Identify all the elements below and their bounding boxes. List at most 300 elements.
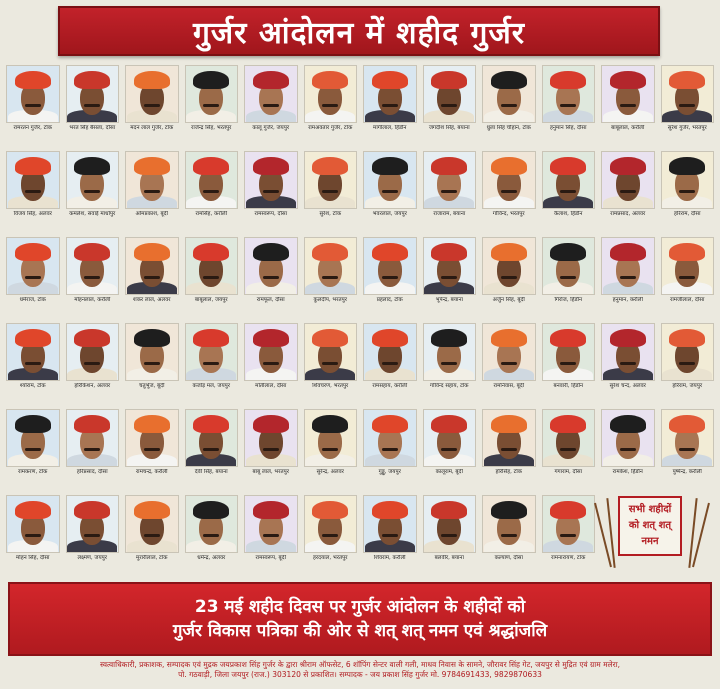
portrait-caption: मोतीलाल, दौसा (255, 383, 287, 389)
mustache-icon (322, 190, 338, 193)
portrait-caption: मदन लाल गुर्जर, टोंक (130, 125, 174, 131)
portrait-card (122, 407, 182, 493)
portrait-caption: कल्याण, दौसा (494, 555, 523, 561)
mustache-icon (144, 190, 160, 193)
portrait-caption: बाबूलाल, जयपुर (194, 297, 228, 303)
portrait-card (182, 63, 242, 149)
turban-icon (312, 501, 348, 519)
mustache-icon (501, 362, 517, 365)
turban-icon (15, 243, 51, 261)
turban-icon (372, 415, 408, 433)
mustache-icon (441, 276, 457, 279)
portrait-photo (363, 323, 417, 381)
portrait-photo (185, 65, 239, 123)
portrait-caption: सुरेश चन्द, अलवर (609, 383, 646, 389)
mustache-icon (560, 448, 576, 451)
mustache-icon (679, 362, 695, 365)
mustache-icon (441, 448, 457, 451)
portrait-caption: गोविन्द, भरतपुर (492, 211, 525, 217)
page-title: गुर्जर आंदोलन में शहीद गुर्जर (193, 15, 525, 51)
portrait-photo (185, 495, 239, 553)
turban-icon (15, 501, 51, 519)
portrait-caption: मोहन सिंह, दौसा (16, 555, 50, 561)
turban-icon (550, 71, 586, 89)
mustache-icon (322, 534, 338, 537)
turban-icon (74, 415, 110, 433)
portrait-photo (6, 65, 60, 123)
portrait-caption: बनवारी, हिंडौन (553, 383, 584, 389)
portrait-card (598, 407, 658, 493)
portrait-card (598, 63, 658, 149)
portrait-card (63, 149, 123, 235)
turban-icon (312, 157, 348, 175)
portrait-caption: भूपेन्द्र, बयाना (435, 297, 463, 303)
turban-icon (74, 71, 110, 89)
portrait-caption: कुलदीप, भरतपुर (313, 297, 348, 303)
mustache-icon (144, 534, 160, 537)
portrait-photo (304, 495, 358, 553)
portrait-card (3, 407, 63, 493)
portrait-photo (304, 409, 358, 467)
mustache-icon (84, 448, 100, 451)
mustache-icon (25, 104, 41, 107)
portrait-card (658, 407, 718, 493)
portrait-card (301, 63, 361, 149)
portrait-card (539, 235, 599, 321)
portrait-caption: हनुमान सिंह, दौसा (549, 125, 587, 131)
portrait-caption: रामचन्द्र, करौली (135, 469, 168, 475)
mustache-icon (382, 190, 398, 193)
portrait-caption: भरत सिंह बैंसला, दौसा (69, 125, 116, 131)
portrait-caption: मांगीलाल, हिंडौन (373, 125, 407, 131)
mustache-icon (263, 276, 279, 279)
mustache-icon (84, 104, 100, 107)
mustache-icon (382, 534, 398, 537)
portrait-caption: देवी सिंह, बयाना (194, 469, 228, 475)
mustache-icon (84, 362, 100, 365)
portrait-card (658, 149, 718, 235)
turban-icon (610, 71, 646, 89)
mustache-icon (263, 190, 279, 193)
portrait-caption: जगदीश सिंह, बयाना (428, 125, 470, 131)
portrait-caption: हरदयाल, भरतपुर (312, 555, 348, 561)
portrait-caption: रामसहाय, करौली (372, 383, 408, 389)
portrait-caption: गोविन्द सहाय, टोंक (429, 383, 469, 389)
portrait-caption: सुरेन्द्र, अलवर (316, 469, 344, 475)
portrait-caption: शंकर लाल, अलवर (132, 297, 171, 303)
portrait-card (122, 321, 182, 407)
portrait-photo (542, 237, 596, 295)
portrait-card (63, 63, 123, 149)
tribute-banner (8, 582, 712, 656)
portrait-caption: रामस्वरूप, दौसा (254, 211, 288, 217)
portrait-card (598, 235, 658, 321)
portrait-card (420, 493, 480, 579)
mustache-icon (679, 448, 695, 451)
portrait-card (122, 63, 182, 149)
portrait-card (420, 407, 480, 493)
portrait-caption: धर्मेन्द्र, अलवर (197, 555, 226, 561)
portrait-card (479, 149, 539, 235)
turban-icon (15, 329, 51, 347)
turban-icon (669, 415, 705, 433)
portrait-caption: चतुर्भुज, बूंदी (138, 383, 165, 389)
portrait-card (420, 321, 480, 407)
turban-icon (491, 501, 527, 519)
mustache-icon (84, 276, 100, 279)
title-banner (58, 6, 660, 56)
portrait-photo (244, 151, 298, 209)
portrait-caption: ओमप्रकाश, बूंदी (135, 211, 168, 217)
turban-icon (610, 243, 646, 261)
portrait-card (658, 321, 718, 407)
turban-icon (610, 157, 646, 175)
portrait-caption: मुरारीलाल, टोंक (136, 555, 168, 561)
portrait-photo (482, 151, 536, 209)
turban-icon (372, 71, 408, 89)
mustache-icon (620, 276, 636, 279)
portrait-caption: रामकरण, टोंक (18, 469, 48, 475)
portrait-card (539, 63, 599, 149)
turban-icon (431, 415, 467, 433)
portrait-photo (542, 151, 596, 209)
mustache-icon (203, 276, 219, 279)
mustache-icon (560, 276, 576, 279)
turban-icon (134, 329, 170, 347)
portrait-card (63, 235, 123, 321)
turban-icon (15, 71, 51, 89)
turban-icon (491, 243, 527, 261)
turban-icon (15, 157, 51, 175)
portrait-card (122, 235, 182, 321)
portrait-caption: अर्जुन सिंह, बूंदी (492, 297, 525, 303)
portrait-card (539, 407, 599, 493)
portrait-photo (125, 495, 179, 553)
portrait-card (241, 321, 301, 407)
portrait-card (241, 493, 301, 579)
portrait-caption: कालू गुर्जर, जयपुर (252, 125, 290, 131)
mustache-icon (203, 534, 219, 537)
turban-icon (550, 157, 586, 175)
turban-icon (193, 501, 229, 519)
portrait-card (182, 235, 242, 321)
turban-icon (550, 243, 586, 261)
mustache-icon (322, 104, 338, 107)
turban-icon (312, 243, 348, 261)
portrait-card (360, 63, 420, 149)
turban-icon (134, 243, 170, 261)
portrait-photo (482, 495, 536, 553)
portrait-caption: हरिसिंह, टोंक (495, 469, 523, 475)
portrait-photo (601, 65, 655, 123)
turban-icon (253, 329, 289, 347)
turban-icon (134, 415, 170, 433)
portrait-photo (363, 495, 417, 553)
turban-icon (74, 501, 110, 519)
portrait-photo (66, 65, 120, 123)
portrait-caption: बाबू लाल, भरतपुर (252, 469, 289, 475)
portrait-photo (661, 323, 715, 381)
turban-icon (372, 243, 408, 261)
mustache-icon (560, 534, 576, 537)
portrait-photo (542, 65, 596, 123)
portrait-card (182, 149, 242, 235)
portrait-caption: रामनारायण, टोंक (551, 555, 586, 561)
mustache-icon (263, 362, 279, 365)
portrait-row (3, 321, 717, 407)
portrait-card (301, 321, 361, 407)
turban-icon (491, 415, 527, 433)
portrait-caption: शिवचरण, भरतपुर (312, 383, 349, 389)
mustache-icon (441, 104, 457, 107)
portrait-photo (482, 237, 536, 295)
mustache-icon (263, 104, 279, 107)
turban-icon (253, 501, 289, 519)
portrait-card (122, 493, 182, 579)
portrait-card (539, 321, 599, 407)
portrait-card (241, 235, 301, 321)
portrait-card (301, 149, 361, 235)
portrait-photo (66, 151, 120, 209)
portrait-photo (6, 237, 60, 295)
mustache-icon (382, 362, 398, 365)
turban-icon (669, 329, 705, 347)
portrait-card (122, 149, 182, 235)
mustache-icon (501, 448, 517, 451)
portrait-caption: विजय सिंह, अलवर (13, 211, 52, 217)
portrait-card (3, 321, 63, 407)
portrait-card (301, 493, 361, 579)
portrait-caption: गुड्डू, जयपुर (378, 469, 401, 475)
tribute-line: को शत् शत् (628, 520, 672, 531)
mustache-icon (25, 362, 41, 365)
portrait-photo (66, 323, 120, 381)
portrait-photo (66, 495, 120, 553)
mustache-icon (501, 534, 517, 537)
portrait-photo (482, 65, 536, 123)
portrait-photo (304, 323, 358, 381)
mustache-icon (144, 276, 160, 279)
turban-icon (550, 329, 586, 347)
mustache-icon (25, 534, 41, 537)
portrait-card (420, 235, 480, 321)
portrait-photo (601, 151, 655, 209)
portrait-caption: शिवराम, करौली (373, 555, 406, 561)
portrait-photo (304, 237, 358, 295)
portrait-caption: कैलाश, हिंडौन (554, 211, 583, 217)
portrait-caption: हरिराम, दौसा (673, 211, 701, 217)
portrait-card (182, 321, 242, 407)
turban-icon (134, 501, 170, 519)
mustache-icon (203, 448, 219, 451)
portrait-caption: धर्मराज, टोंक (19, 297, 46, 303)
portrait-card (3, 235, 63, 321)
mustache-icon (382, 448, 398, 451)
publisher-footer (2, 660, 718, 688)
portrait-photo (363, 409, 417, 467)
portrait-row (3, 63, 717, 149)
portrait-card (598, 321, 658, 407)
mustache-icon (620, 190, 636, 193)
portrait-caption: प्रहलाद, टोंक (376, 297, 403, 303)
tribute-line: सभी शहीदों (628, 504, 672, 515)
turban-icon (74, 243, 110, 261)
portrait-card (539, 149, 599, 235)
mustache-icon (560, 190, 576, 193)
portrait-photo (244, 323, 298, 381)
portrait-photo (66, 237, 120, 295)
portrait-photo (661, 151, 715, 209)
portrait-caption: कमलेश, सवाई माधोपुर (69, 211, 116, 217)
mustache-icon (25, 190, 41, 193)
portrait-caption: रामअवतार गुर्जर, टोंक (308, 125, 353, 131)
portrait-caption: रामस्वरूप, बूंदी (255, 555, 287, 561)
portrait-card (420, 63, 480, 149)
portrait-card (360, 149, 420, 235)
portrait-card (360, 321, 420, 407)
portrait-photo (304, 65, 358, 123)
mustache-icon (144, 448, 160, 451)
turban-icon (431, 243, 467, 261)
portrait-photo (6, 495, 60, 553)
mustache-icon (679, 190, 695, 193)
portrait-caption: हनुमान, करौली (612, 297, 643, 303)
portrait-caption: लक्ष्मण, जयपुर (77, 555, 108, 561)
portrait-card (658, 235, 718, 321)
portrait-caption: रामसिंह, करौली (195, 211, 228, 217)
portrait-caption: बलवीर, बयाना (434, 555, 464, 561)
turban-icon (431, 501, 467, 519)
turban-icon (253, 157, 289, 175)
turban-icon (134, 157, 170, 175)
tribute-line: नमन (641, 536, 659, 547)
turban-icon (372, 329, 408, 347)
portrait-photo (125, 323, 179, 381)
turban-icon (491, 157, 527, 175)
portrait-card (63, 321, 123, 407)
portrait-card (241, 149, 301, 235)
mustache-icon (620, 448, 636, 451)
portrait-photo (363, 65, 417, 123)
portrait-caption: धुला सिंह चौहान, टोंक (486, 125, 531, 131)
turban-icon (312, 71, 348, 89)
mustache-icon (25, 448, 41, 451)
portrait-photo (423, 409, 477, 467)
mustache-icon (263, 534, 279, 537)
mustache-icon (560, 104, 576, 107)
mustache-icon (679, 104, 695, 107)
turban-icon (550, 415, 586, 433)
portrait-photo (125, 409, 179, 467)
portrait-photo (244, 65, 298, 123)
mustache-icon (203, 362, 219, 365)
portrait-card (3, 493, 63, 579)
portrait-caption: सुरेश गुर्जर, भरतपुर (667, 125, 707, 131)
portrait-card (479, 321, 539, 407)
mustache-icon (441, 534, 457, 537)
footer-line: स्वत्वाधिकारी, प्रकाशक, सम्पादक एवं मुद्रक जयप्रकाश सिंह गुर्जर के द्वारा श्रीराम ऑफसेट, 6 शॉपिंग सेन्टर वाली गली, माधव निवास के सामने, जौरावर सिंह गेट, जयपुर से मुद्रित एवं ग्राम मलेरा, (99, 660, 621, 669)
portrait-caption: रामफूल, दौसा (256, 297, 285, 303)
portrait-card (3, 149, 63, 235)
portrait-caption: मोहनलाल, करौली (74, 297, 111, 303)
portrait-caption: पुष्पेन्द्र, करौली (672, 469, 702, 475)
portrait-card (360, 493, 420, 579)
portrait-photo (244, 495, 298, 553)
mustache-icon (501, 276, 517, 279)
turban-icon (134, 71, 170, 89)
portrait-photo (423, 237, 477, 295)
portrait-row (3, 235, 717, 321)
portrait-photo (363, 151, 417, 209)
portrait-card (479, 235, 539, 321)
turban-icon (431, 157, 467, 175)
turban-icon (15, 415, 51, 433)
mustache-icon (322, 362, 338, 365)
turban-icon (610, 415, 646, 433)
turban-icon (193, 243, 229, 261)
turban-icon (491, 71, 527, 89)
portrait-caption: कजोड़ मल, जयपुर (192, 383, 231, 389)
mustache-icon (203, 104, 219, 107)
portrait-photo (185, 323, 239, 381)
portrait-caption: रामप्रसाद, अलवर (610, 211, 646, 217)
mustache-icon (84, 534, 100, 537)
turban-icon (193, 415, 229, 433)
portrait-card (182, 407, 242, 493)
tribute-panel (588, 488, 718, 576)
portrait-caption: रामरतन गुर्जर, टोंक (13, 125, 52, 131)
mustache-icon (203, 190, 219, 193)
portrait-caption: हरिराम, जयपुर (672, 383, 703, 389)
turban-icon (253, 71, 289, 89)
turban-icon (669, 157, 705, 175)
mustache-icon (620, 362, 636, 365)
turban-icon (610, 329, 646, 347)
portrait-card (658, 63, 718, 149)
portrait-photo (185, 151, 239, 209)
portrait-photo (244, 237, 298, 295)
turban-icon (312, 415, 348, 433)
portrait-photo (423, 495, 477, 553)
mustache-icon (322, 448, 338, 451)
portrait-card (479, 407, 539, 493)
portrait-card (182, 493, 242, 579)
portrait-row (3, 407, 717, 493)
mustache-icon (560, 362, 576, 365)
turban-icon (193, 71, 229, 89)
portrait-card (301, 235, 361, 321)
portrait-photo (661, 409, 715, 467)
portrait-card (63, 407, 123, 493)
portrait-photo (125, 151, 179, 209)
turban-icon (372, 501, 408, 519)
portrait-photo (423, 151, 477, 209)
portrait-photo (661, 237, 715, 295)
portrait-photo (363, 237, 417, 295)
portrait-caption: हरिप्रसाद, दौसा (76, 469, 108, 475)
tribute-message (618, 496, 682, 556)
turban-icon (431, 71, 467, 89)
portrait-card (241, 407, 301, 493)
portrait-caption: रामजीलाल, दौसा (670, 297, 705, 303)
portrait-caption: रामनिवास, बूंदी (493, 383, 525, 389)
portrait-caption: राजाराम, बयाना (433, 211, 466, 217)
portrait-photo (601, 409, 655, 467)
turban-icon (74, 329, 110, 347)
mustache-icon (679, 276, 695, 279)
mustache-icon (25, 276, 41, 279)
turban-icon (669, 71, 705, 89)
